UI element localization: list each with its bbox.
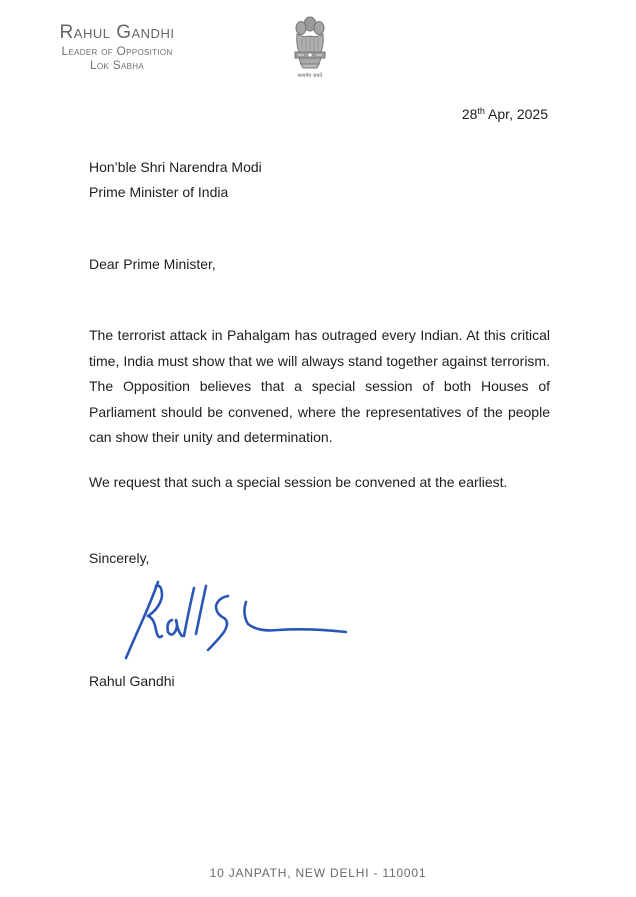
addressee-title: Prime Minister of India <box>89 184 229 200</box>
salutation: Dear Prime Minister, <box>89 256 216 272</box>
footer-address: 10 JANPATH, NEW DELHI - 110001 <box>209 866 427 880</box>
addressee-block <box>89 155 262 205</box>
signature-text: Rahul Gandhi <box>118 574 125 575</box>
closing: Sincerely, <box>89 550 150 566</box>
letterhead <box>32 22 202 72</box>
signer-name: Rahul Gandhi <box>89 673 175 689</box>
letterhead-house: Lok Sabha <box>89 58 145 72</box>
national-emblem-icon <box>290 14 330 80</box>
date-suffix: th <box>477 106 485 116</box>
emblem-caption: सत्यमेव जयते <box>297 73 323 79</box>
date-day: 28 <box>461 106 478 122</box>
addressee-name: Hon’ble Shri Narendra Modi <box>89 159 262 175</box>
date-month-year: Apr, 2025 <box>484 106 548 122</box>
body-paragraph-1: The terrorist attack in Pahalgam has outraged every Indian. At this critical time, India must show that we will always stand together against terrorism. The Opposition believes that a special session of both Houses of Parliament should be convened, where the representatives of the people can show their unity and determination. <box>89 327 550 445</box>
letterhead-name: Rahul Gandhi <box>59 22 175 43</box>
letterhead-role: Leader of Opposition <box>61 44 173 58</box>
body-paragraph-2: We request that such a special session be convened at the earliest. <box>89 474 508 490</box>
handwritten-signature <box>118 574 358 664</box>
letter-date <box>462 106 548 122</box>
